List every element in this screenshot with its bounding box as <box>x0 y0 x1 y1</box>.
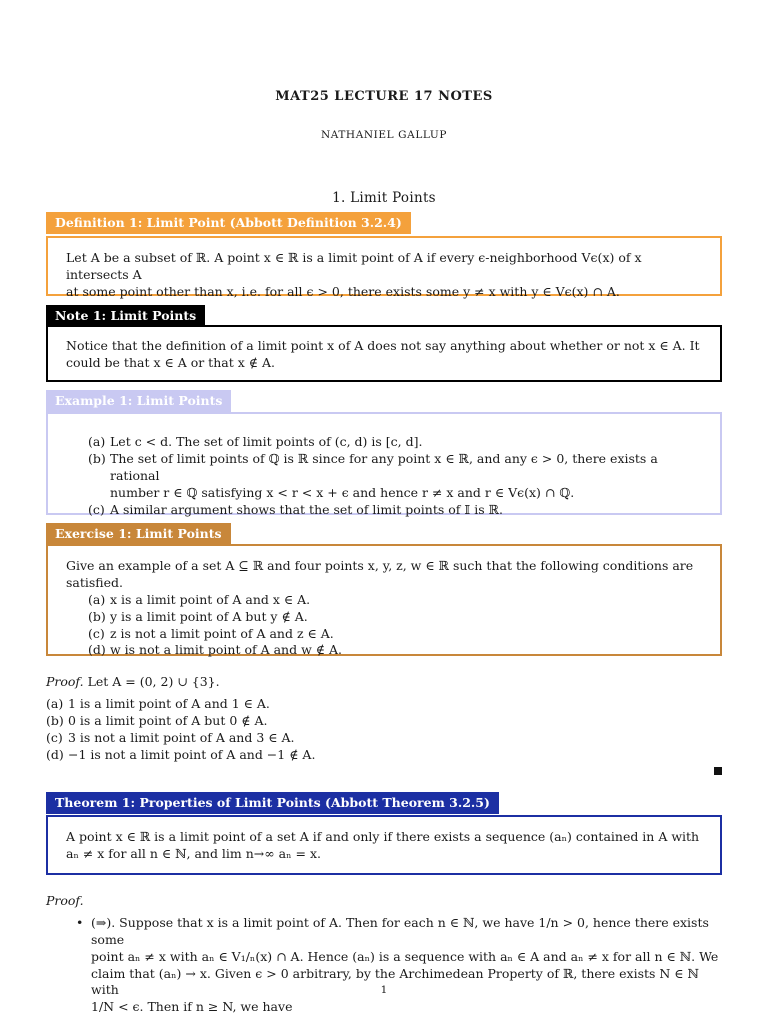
list-item: (c) A similar argument shows that the set of limit points of 𝕀 is ℝ. <box>88 501 503 517</box>
note-box <box>46 325 722 382</box>
page-number: 1 <box>380 984 388 996</box>
example-label: Example 1: Limit Points <box>46 390 231 412</box>
definition-label: Definition 1: Limit Point (Abbott Definition 3.2.4) <box>46 212 411 234</box>
theorem-label: Theorem 1: Properties of Limit Points (Abbott Theorem 3.2.5) <box>46 792 499 814</box>
note-line-1: Notice that the definition of a limit point x of A does not say anything about whether or not x ∈ A. It <box>66 338 700 353</box>
section-title: 1. Limit Points <box>332 190 436 206</box>
list-item: (a) 1 is a limit point of A and 1 ∈ A. <box>46 695 270 711</box>
proof-intro-line <box>46 674 722 691</box>
proof-list <box>46 696 722 764</box>
exercise-label: Exercise 1: Limit Points <box>46 523 231 545</box>
example-list <box>66 434 702 518</box>
list-item: (d) −1 is not a limit point of A and −1 ∉ A. <box>46 746 316 762</box>
author-name: NATHANIEL GALLUP <box>320 129 448 141</box>
definition-line-2: at some point other than x, i.e. for all ϵ > 0, there exists some y ≠ x with y ∈ Vϵ(x) ∩ A. <box>66 283 620 299</box>
proof-line: (⇒). Suppose that x is a limit point of A. Then for each n ∈ ℕ, we have 1/n > 0, hence there exists some <box>91 914 709 947</box>
proof-lead: Proof. <box>46 674 84 689</box>
proof-line: claim that (aₙ) → x. Given ϵ > 0 arbitrary, by the Archimedean Property of ℝ, there exists N ∈ ℕ with <box>91 965 699 998</box>
list-item: (d) w is not a limit point of A and w ∉ A. <box>88 642 342 658</box>
proof-exercise <box>46 674 722 763</box>
proof-line: 1/N < ϵ. Then if n ≥ N, we have <box>91 999 293 1015</box>
proof-theorem <box>46 893 722 1016</box>
page-title: MAT25 LECTURE 17 NOTES <box>275 89 493 104</box>
exercise-list <box>66 592 702 660</box>
list-item: (b) y is a limit point of A but y ∉ A. <box>88 608 308 624</box>
list-item: (b) The set of limit points of ℚ is ℝ since for any point x ∈ ℝ, and any ϵ > 0, there exists a rational <box>88 450 658 483</box>
proof-line: point aₙ ≠ x with aₙ ∈ V₁/ₙ(x) ∩ A. Hence (aₙ) is a sequence with aₙ ∈ A and aₙ ≠ x for all n ∈ ℕ. We <box>91 948 719 964</box>
list-item: (a) Let c < d. The set of limit points of (c, d) is [c, d]. <box>88 434 423 449</box>
definition-box <box>46 236 722 299</box>
proof-intro: Let A = (0, 2) ∪ {3}. <box>87 674 220 689</box>
bullet-icon: • <box>76 914 84 930</box>
proof-lead: Proof. <box>46 893 84 908</box>
proof-bullet-item <box>46 915 722 1016</box>
theorem-box <box>46 815 722 875</box>
exercise-box <box>46 544 722 656</box>
list-item: number r ∈ ℚ satisfying x < r < x + ϵ and hence r ≠ x and r ∈ Vϵ(x) ∩ ℚ. <box>110 484 575 500</box>
note-label: Note 1: Limit Points <box>46 305 205 327</box>
list-item: (c) 3 is not a limit point of A and 3 ∈ A. <box>46 729 295 745</box>
example-box <box>46 412 722 515</box>
theorem-line-2: aₙ ≠ x for all n ∈ ℕ, and lim n→∞ aₙ = x. <box>66 845 321 861</box>
list-item: (a) x is a limit point of A and x ∈ A. <box>88 591 311 607</box>
list-item: (c) z is not a limit point of A and z ∈ A. <box>88 625 334 641</box>
theorem-line-1: A point x ∈ ℝ is a limit point of a set A if and only if there exists a sequence (aₙ) contained in A with <box>66 829 700 844</box>
exercise-intro: Give an example of a set A ⊆ ℝ and four points x, y, z, w ∈ ℝ such that the following conditions are satisfied. <box>66 558 694 590</box>
note-line-2: could be that x ∈ A or that x ∉ A. <box>66 354 275 370</box>
list-item: (b) 0 is a limit point of A but 0 ∉ A. <box>46 712 268 728</box>
qed-square-icon <box>714 767 722 775</box>
definition-line-1: Let A be a subset of ℝ. A point x ∈ ℝ is a limit point of A if every ϵ-neighborhood Vϵ(x) of x intersects A <box>66 250 642 282</box>
